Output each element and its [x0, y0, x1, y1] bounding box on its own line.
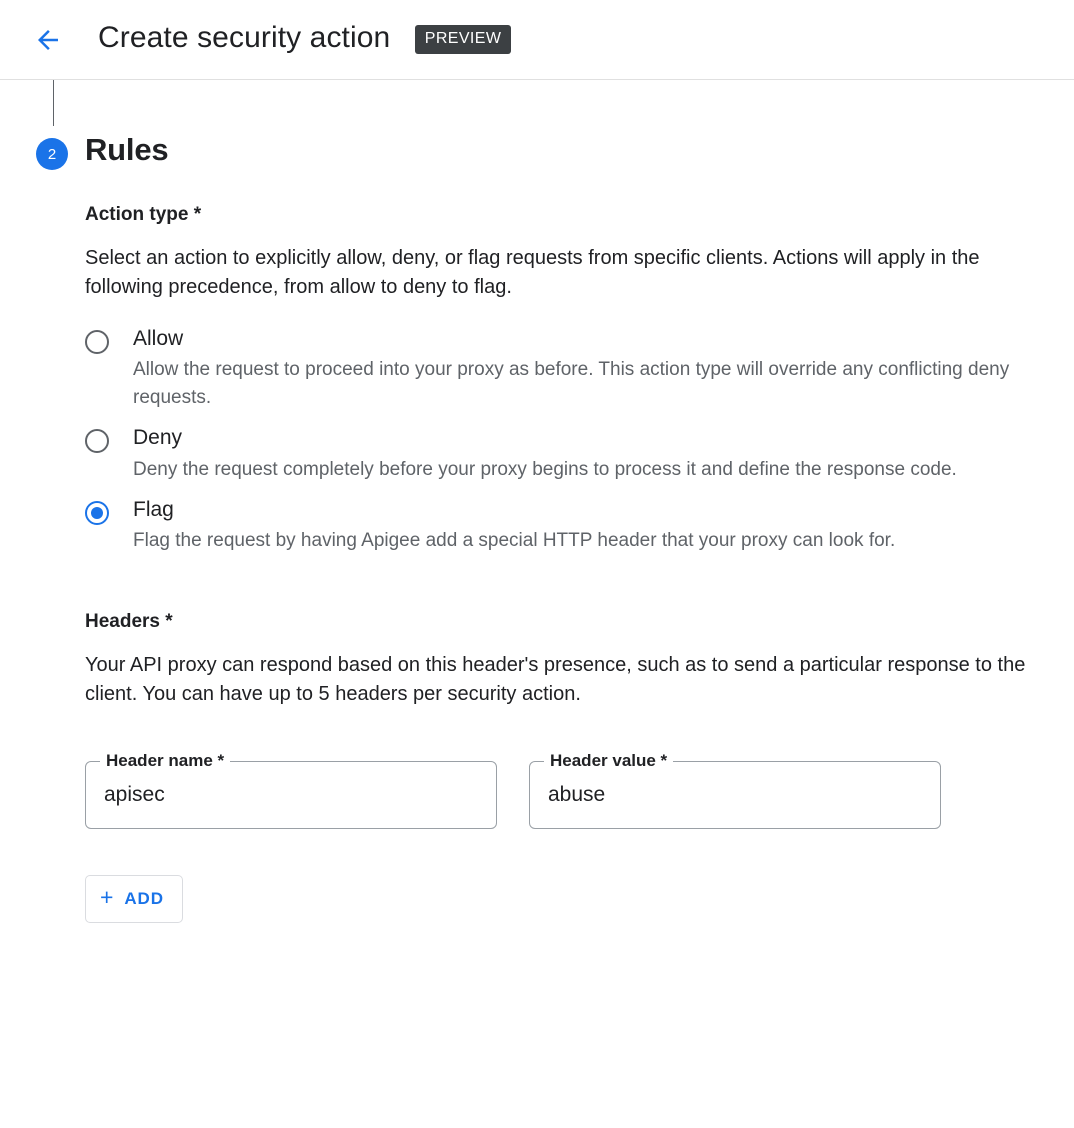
header-name-label: Header name * [100, 751, 230, 771]
radio-option-flag-label: Flag [133, 498, 174, 522]
add-header-button-label: ADD [124, 888, 164, 908]
plus-icon: + [100, 884, 115, 911]
header-value-input[interactable] [548, 783, 922, 807]
header-name-field[interactable] [85, 750, 497, 829]
headers-description: Your API proxy can respond based on this header's presence, such as to send a particular response to the client. You can have up to 5 headers per security action. [85, 653, 1026, 705]
radio-option-flag-description: Flag the request by having Apigee add a special HTTP header that your proxy can look for. [133, 530, 896, 552]
add-header-button[interactable] [85, 875, 183, 923]
radio-option-deny[interactable] [85, 425, 1060, 483]
preview-badge: PREVIEW [415, 25, 512, 54]
step-heading: Rules [85, 132, 169, 167]
radio-option-allow-texts [133, 326, 1033, 411]
step-content [85, 132, 1060, 923]
radio-option-deny-description: Deny the request completely before your proxy begins to process it and define the response code. [133, 458, 957, 480]
header-value-label: Header value * [544, 751, 673, 771]
section-spacer [85, 569, 1060, 611]
header-fields-row [85, 750, 1060, 829]
step-section [0, 80, 1074, 923]
step-number-badge: 2 [36, 138, 68, 170]
radio-option-flag[interactable] [85, 497, 1060, 555]
radio-circle-icon[interactable] [85, 330, 109, 354]
back-button[interactable] [24, 16, 72, 64]
radio-option-allow[interactable] [85, 326, 1060, 411]
radio-circle-icon[interactable] [85, 429, 109, 453]
page-title [98, 21, 511, 58]
action-type-radio-group[interactable] [85, 326, 1060, 555]
page-title-text: Create security action [98, 21, 391, 54]
arrow-left-icon [33, 25, 63, 55]
header-value-field[interactable] [529, 750, 941, 829]
header-name-input[interactable] [104, 783, 478, 807]
stepper-rail [53, 80, 54, 126]
radio-option-flag-texts [133, 497, 895, 555]
headers-label: Headers * [85, 610, 173, 632]
radio-option-allow-label: Allow [133, 327, 184, 350]
action-type-label: Action type * [85, 204, 202, 225]
radio-option-allow-description: Allow the request to proceed into your proxy as before. This action type will override any conflicting deny requests. [133, 359, 1010, 408]
radio-option-deny-texts [133, 425, 957, 483]
radio-circle-selected-icon[interactable] [85, 501, 109, 525]
radio-option-deny-label: Deny [133, 426, 183, 450]
action-type-description: Select an action to explicitly allow, deny, or flag requests from specific clients. Actions will apply in the following precedence, from allow to deny to flag. [85, 247, 980, 298]
page-header [0, 0, 1074, 80]
